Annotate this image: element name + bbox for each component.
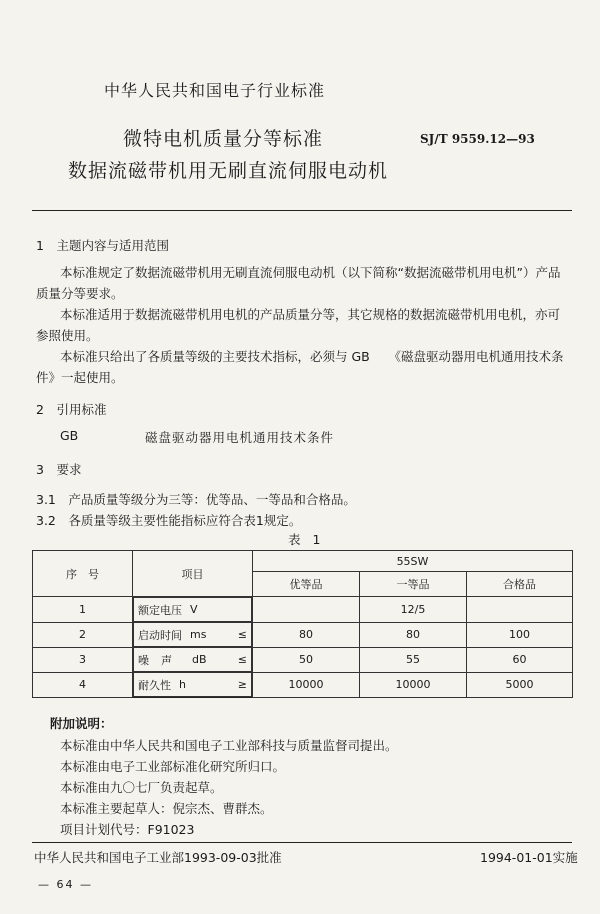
col-header-model: 55SW — [253, 551, 573, 572]
section-3-heading: 3 要求 — [36, 462, 82, 477]
col-header-seq: 序 号 — [33, 551, 133, 597]
row-item — [133, 672, 252, 697]
row-item — [133, 597, 252, 622]
reference-title: 磁盘驱动器用电机通用技术条件 — [145, 430, 335, 445]
issuer-header: 中华人民共和国电子行业标准 — [104, 81, 326, 100]
table-caption: 表 1 — [288, 532, 325, 547]
cell-grade-2: 10000 — [360, 672, 467, 698]
section-1-heading: 1 主题内容与适用范围 — [36, 238, 169, 253]
row-seq: 3 — [33, 647, 133, 672]
table-row — [33, 647, 573, 672]
note-line: 本标准由电子工业部标准化研究所归口。 — [60, 759, 286, 774]
section-1-paragraph-3: 本标准只给出了各质量等级的主要技术指标，必须与 GB 《磁盘驱动器用电机通用技术条件》一起使用。 — [36, 349, 564, 385]
footer-rule — [32, 842, 572, 843]
cell-grade-1: 80 — [253, 622, 360, 647]
clause-3-2: 3.2 各质量等级主要性能指标应符合表1规定。 — [36, 513, 302, 528]
effective-date: 1994-01-01实施 — [480, 850, 578, 865]
approval-date: 中华人民共和国电子工业部1993-09-03批准 — [34, 850, 282, 865]
cell-grade-3 — [467, 597, 573, 623]
row-seq: 4 — [33, 672, 133, 698]
cell-grade-1 — [253, 597, 360, 623]
cell-grade-2: 80 — [360, 622, 467, 647]
note-line: 本标准主要起草人：倪宗杰、曹群杰。 — [60, 801, 273, 816]
title-line-2: 数据流磁带机用无刷直流伺服电动机 — [68, 160, 389, 182]
row-item — [133, 622, 252, 647]
title-line-1: 微特电机质量分等标准 — [123, 128, 324, 150]
row-item — [133, 647, 252, 672]
item-unit: h — [179, 678, 186, 691]
col-header-grade-2: 一等品 — [360, 572, 467, 597]
col-header-grade-3: 合格品 — [467, 572, 573, 597]
table-row — [33, 597, 573, 623]
item-unit: dB — [192, 653, 207, 666]
item-symbol: ≥ — [237, 678, 247, 691]
note-line: 本标准由九〇七厂负责起草。 — [60, 780, 223, 795]
section-2-heading: 2 引用标准 — [36, 402, 107, 417]
note-line: 项目计划代号：F91023 — [60, 822, 195, 837]
notes-heading: 附加说明： — [50, 716, 113, 731]
section-1-paragraph-1: 本标准规定了数据流磁带机用无刷直流伺服电动机（以下简称“数据流磁带机用电机”）产品质量分等要求。 — [36, 265, 561, 301]
item-symbol: ≤ — [237, 628, 247, 641]
item-name: 噪声 — [138, 653, 184, 667]
section-1-paragraph-2: 本标准适用于数据流磁带机用电机的产品质量分等，其它规格的数据流磁带机用电机，亦可参照使用。 — [36, 307, 561, 343]
table-row — [33, 672, 573, 698]
item-unit: ms — [190, 628, 207, 641]
cell-grade-3: 100 — [467, 622, 573, 647]
standard-number: SJ/T 9559.12—93 — [420, 132, 535, 146]
cell-grade-1: 10000 — [253, 672, 360, 698]
row-seq: 2 — [33, 622, 133, 647]
top-rule — [32, 210, 572, 211]
cell-grade-3: 5000 — [467, 672, 573, 698]
item-name: 启动时间 — [138, 628, 182, 642]
col-header-item: 项目 — [133, 551, 253, 597]
col-header-grade-1: 优等品 — [253, 572, 360, 597]
item-symbol: ≤ — [237, 653, 247, 666]
reference-code: GB — [60, 428, 79, 443]
item-name: 耐久性 — [138, 678, 171, 692]
cell-grade-1: 50 — [253, 647, 360, 672]
cell-grade-3: 60 — [467, 647, 573, 672]
table-row — [33, 622, 573, 647]
row-seq: 1 — [33, 597, 133, 623]
clause-3-1: 3.1 产品质量等级分为三等：优等品、一等品和合格品。 — [36, 492, 356, 507]
item-unit: V — [190, 603, 198, 616]
cell-grade-2: 12/5 — [360, 597, 467, 623]
note-line: 本标准由中华人民共和国电子工业部科技与质量监督司提出。 — [60, 738, 398, 753]
item-name: 额定电压 — [138, 603, 182, 617]
quality-grade-table — [32, 550, 573, 698]
page-number: — 64 — — [38, 878, 93, 891]
cell-grade-2: 55 — [360, 647, 467, 672]
